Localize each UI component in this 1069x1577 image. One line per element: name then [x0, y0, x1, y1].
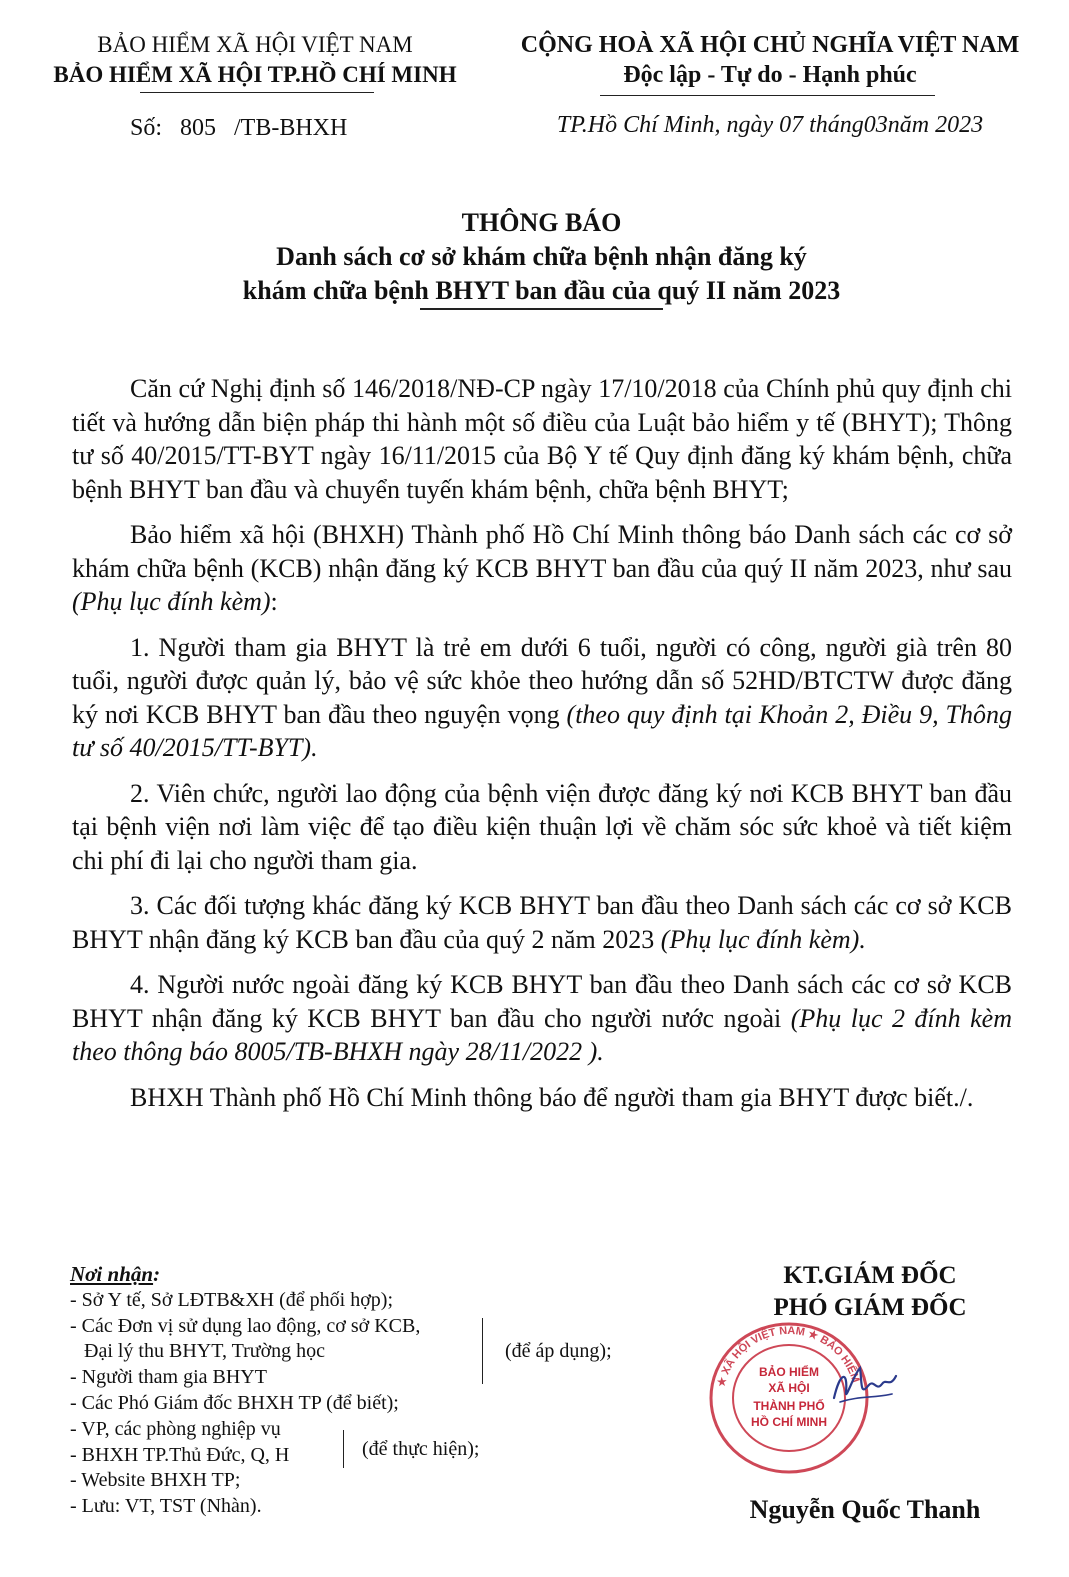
closing-paragraph: BHXH Thành phố Hồ Chí Minh thông báo để người tham gia BHYT được biết./. [130, 1082, 974, 1112]
agency-name-national: BẢO HIỂM XÃ HỘI VIỆT NAM [97, 32, 413, 57]
recipient-item: - Các Đơn vị sử dụng lao động, cơ sở KCB, [70, 1314, 421, 1337]
seal-line: THÀNH PHỐ [753, 1399, 825, 1413]
seal-line: HỒ CHÍ MINH [751, 1415, 827, 1429]
bracket-execute [343, 1430, 344, 1468]
recipient-item: - Người tham gia BHYT [70, 1366, 267, 1389]
announcement-paragraph: Bảo hiểm xã hội (BHXH) Thành phố Hồ Chí Minh thông báo Danh sách các cơ sở khám chữa bệnh (KCB) nhận đăng ký KCB BHYT ban đầu của quý II năm 2023, như sau (Phụ lục đính kèm): [72, 520, 1012, 616]
title-underline [420, 308, 663, 310]
signer-name: Nguyễn Quốc Thanh [749, 1495, 981, 1524]
motto-underline [600, 95, 935, 96]
seal-line: BẢO HIỂM [759, 1365, 819, 1379]
recipient-item: - Các Phó Giám đốc BHXH TP (để biết); [70, 1391, 399, 1414]
item-2: 2. Viên chức, người lao động của bệnh viện được đăng ký nơi KCB BHYT ban đầu tại bệnh viện nơi làm việc để tạo điều kiện thuận lợi về chăm sóc sức khoẻ và tiết kiệm chi phí đi lại cho người tham gia. [72, 778, 1012, 875]
item-3: 3. Các đối tượng khác đăng ký KCB BHYT ban đầu theo Danh sách các cơ sở KCB BHYT nhận đăng ký KCB ban đầu của quý 2 năm 2023 (Phụ lục đính kèm). [72, 891, 1012, 954]
recipient-item: Đại lý thu BHYT, Trường học [84, 1340, 326, 1363]
notice-body [72, 372, 1012, 1126]
handwritten-signature [830, 1362, 900, 1408]
recipient-item: - VP, các phòng nghiệp vụ [70, 1417, 281, 1440]
notice-title: THÔNG BÁO [461, 208, 622, 237]
svg-text:★ XÃ HỘI VIỆT NAM ★ BẢO HIỂM: ★ XÃ HỘI VIỆT NAM ★ BẢO HIỂM [715, 1324, 862, 1389]
document-number-value: 805 [180, 115, 217, 141]
seal-line: XÃ HỘI [768, 1381, 810, 1395]
recipient-item: - BHXH TP.Thủ Đức, Q, H [70, 1443, 290, 1466]
notice-subject-line1: Danh sách cơ sở khám chữa bệnh nhận đăng ký [276, 242, 807, 271]
signature-title-line1: KT.GIÁM ĐỐC [783, 1262, 957, 1289]
recipient-item: - Sở Y tế, Sở LĐTB&XH (để phối hợp); [70, 1288, 393, 1311]
issue-date: TP.Hồ Chí Minh, ngày 07 tháng03năm 2023 [556, 112, 984, 138]
legal-basis-paragraph: Căn cứ Nghị định số 146/2018/NĐ-CP ngày 17/10/2018 của Chính phủ quy định chi tiết và hướng dẫn biện pháp thi hành một số điều của Luật bảo hiểm y tế (BHYT); Thông tư số 40/2015/TT-BYT ngày 16/11/2015 của Bộ Y tế Quy định đăng ký khám bệnh, chữa bệnh BHYT ban đầu và chuyển tuyến khám bệnh, chữa bệnh BHYT; [72, 374, 1012, 504]
note-apply: (để áp dụng); [505, 1340, 612, 1362]
item-4: 4. Người nước ngoài đăng ký KCB BHYT ban đầu theo Danh sách các cơ sở KCB BHYT nhận đăng ký KCB BHYT ban đầu cho người nước ngoài (Phụ lục 2 đính kèm theo thông báo 8005/TB-BHXH ngày 28/11/2022 ). [72, 970, 1012, 1066]
document-number [130, 115, 347, 142]
national-motto-subtitle: Độc lập - Tự do - Hạnh phúc [623, 62, 917, 88]
recipients-title: Nơi nhận: [70, 1262, 161, 1286]
bracket-apply [482, 1318, 483, 1384]
document-code: /TB-BHXH [234, 115, 348, 141]
national-motto-title: CỘNG HOÀ XÃ HỘI CHỦ NGHĨA VIỆT NAM [520, 32, 1020, 58]
document-number-label: Số: [130, 115, 163, 141]
recipient-item: - Lưu: VT, TST (Nhàn). [70, 1495, 262, 1518]
recipients-list [70, 1262, 670, 1520]
signature-title-line2: PHÓ GIÁM ĐỐC [773, 1294, 967, 1321]
note-execute: (để thực hiện); [362, 1438, 480, 1460]
notice-subject-line2: khám chữa bệnh BHYT ban đầu của quý II năm 2023 [242, 276, 841, 305]
recipient-item: - Website BHXH TP; [70, 1469, 241, 1492]
agency-name-city: BẢO HIỂM XÃ HỘI TP.HỒ CHÍ MINH [53, 62, 457, 87]
item-1: 1. Người tham gia BHYT là trẻ em dưới 6 tuổi, người có công, người già trên 80 tuổi, người được quản lý, bảo vệ sức khỏe theo hướng dẫn số 52HD/BTCTW được đăng ký nơi KCB BHYT ban đầu theo nguyện vọng (theo quy định tại Khoản 2, Điều 9, Thông tư số 40/2015/TT-BYT). [72, 632, 1012, 762]
agency-underline [140, 92, 374, 93]
